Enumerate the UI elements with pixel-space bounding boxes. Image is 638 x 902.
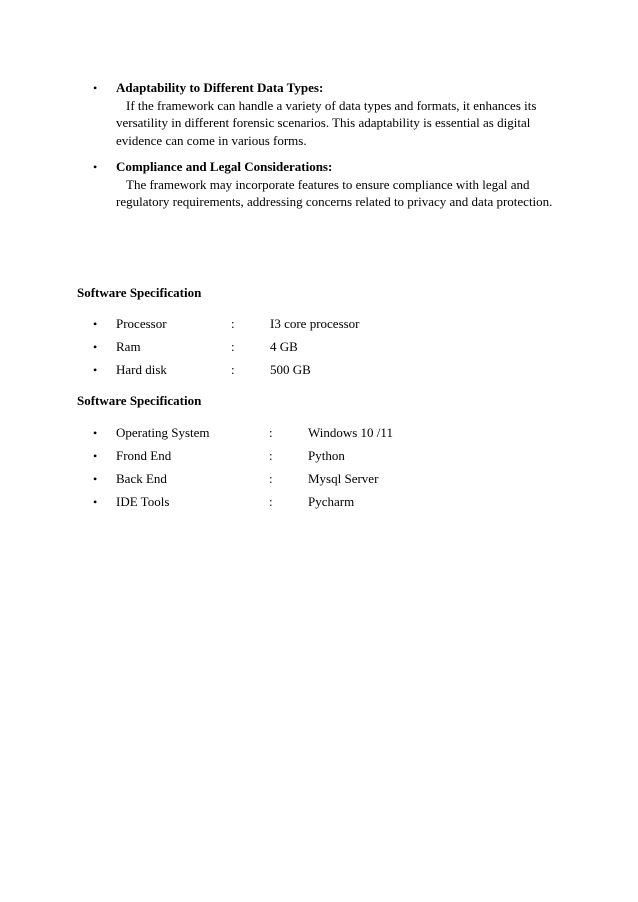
feature-item-adaptability (93, 79, 563, 149)
feature-item-compliance (93, 158, 563, 211)
feature-title: Adaptability to Different Data Types: (116, 80, 324, 95)
spec-value: Pycharm (308, 494, 355, 509)
bullet-icon: • (93, 449, 98, 463)
spec-value: Mysql Server (308, 471, 379, 486)
bullet-icon: • (93, 363, 98, 377)
feature-text: The framework may incorporate features to ensure compliance with legal and regulatory requirements, addressing concerns related to privacy and data protection. (116, 176, 553, 209)
spec-row-operating-system (93, 424, 513, 442)
bullet-icon: • (93, 81, 98, 95)
spec-label: IDE Tools (116, 494, 170, 509)
section-heading-hardware: Software Specification (77, 285, 202, 300)
spec-separator: : (231, 316, 235, 331)
spec-value: 4 GB (270, 339, 298, 354)
spec-row-front-end (93, 447, 513, 465)
spec-label: Back End (116, 471, 167, 486)
spec-separator: : (269, 471, 273, 486)
feature-title: Compliance and Legal Considerations: (116, 159, 333, 174)
spec-separator: : (231, 362, 235, 377)
bullet-icon: • (93, 426, 98, 440)
spec-separator: : (231, 339, 235, 354)
bullet-icon: • (93, 317, 98, 331)
spec-value: Windows 10 /11 (308, 425, 393, 440)
spec-row-ram (93, 338, 513, 356)
spec-label: Frond End (116, 448, 172, 463)
spec-value: 500 GB (270, 362, 311, 377)
spec-row-back-end (93, 470, 513, 488)
bullet-icon: • (93, 472, 98, 486)
section-heading-software: Software Specification (77, 393, 202, 408)
spec-value: I3 core processor (270, 316, 360, 331)
spec-row-processor (93, 315, 513, 333)
spec-value: Python (308, 448, 345, 463)
feature-text: If the framework can handle a variety of data types and formats, it enhances its versatility in different forensic scenarios. This adaptability is essential as digital evidence can come in various forms. (116, 97, 537, 148)
spec-row-ide-tools (93, 493, 513, 511)
spec-row-hard-disk (93, 361, 513, 379)
spec-separator: : (269, 448, 273, 463)
spec-separator: : (269, 425, 273, 440)
spec-label: Ram (116, 339, 141, 354)
spec-label: Operating System (116, 425, 210, 440)
spec-label: Hard disk (116, 362, 167, 377)
bullet-icon: • (93, 495, 98, 509)
spec-label: Processor (116, 316, 167, 331)
bullet-icon: • (93, 160, 98, 174)
spec-separator: : (269, 494, 273, 509)
bullet-icon: • (93, 340, 98, 354)
